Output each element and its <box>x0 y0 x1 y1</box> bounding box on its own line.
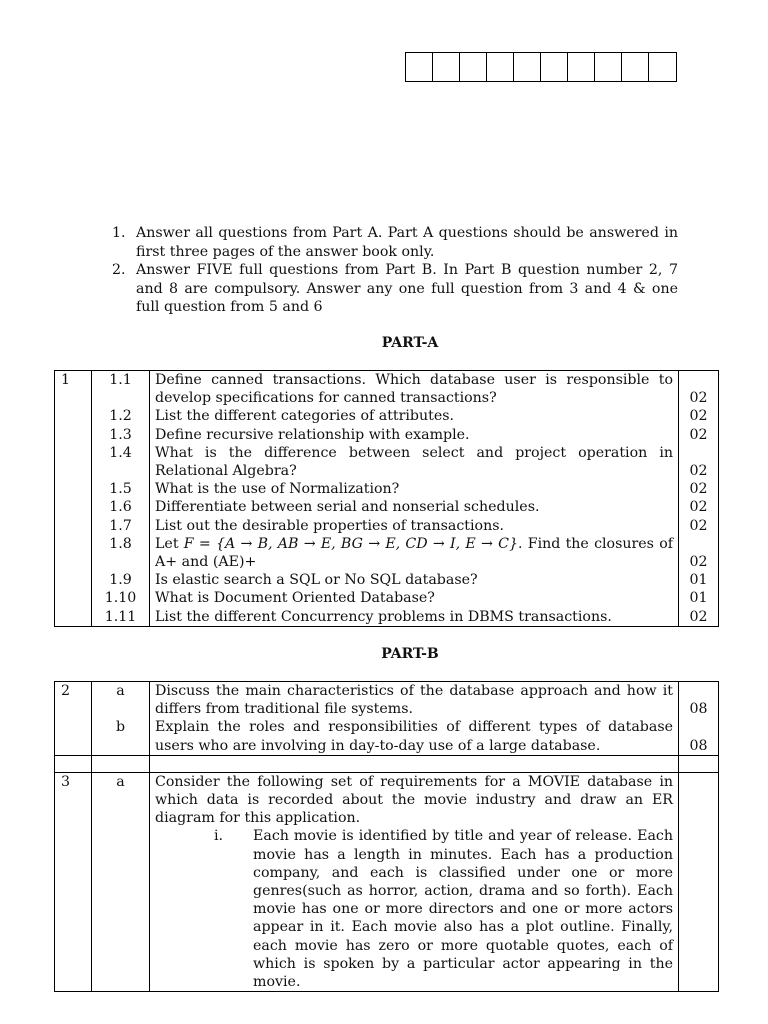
table-row-spacer <box>55 755 719 772</box>
closure-formula: F = {A → B, AB → E, BG → E, CD → I, E → C} <box>183 535 518 552</box>
table-row: 1.4 What is the difference between select and project operation in Relational Algebra? 02 <box>55 444 719 480</box>
table-row: 1.10 What is Document Oriented Database? 01 <box>55 589 719 607</box>
table-row: b Explain the roles and responsibilities of different types of database users who are involving in day-to-day use of a large database. 08 <box>55 718 719 755</box>
table-row: 1.11 List the different Concurrency problems in DBMS transactions. 02 <box>55 608 719 627</box>
table-row: 1.9 Is elastic search a SQL or No SQL database? 01 <box>55 571 719 589</box>
instructions-list <box>112 224 678 317</box>
part-a-table <box>54 370 719 627</box>
table-row: 1.8 Let F = {A → B, AB → E, BG → E, CD → I, E → C}. Find the closures of A+ and (AE)+ 02 <box>55 535 719 571</box>
question-number: 1 <box>55 371 92 408</box>
table-row: 3 a Consider the following set of requirements for a MOVIE database in which data is recorded about the movie industry and draw an ER diagram for this application. i. Each movie is identified by title and year of release. Each movie has a length in minutes. Each has a production company, and each is classified under one or more genres(such as horror, action, drama and so forth). Each movie has one or more directors and one or more actors appear in it. Each movie also has a plot outline. Finally, each movie has zero or more quotable quotes, each of which is spoken by a particular actor appearing in the movie. <box>55 772 719 991</box>
instruction-item: 1. Answer all questions from Part A. Part A questions should be answered in first three pages of the answer book only. <box>112 225 678 260</box>
question-number: 2 <box>55 682 92 719</box>
table-row: 1 1.1 Define canned transactions. Which database user is responsible to develop specifications for canned transactions? 02 <box>55 371 719 408</box>
table-row: 1.3 Define recursive relationship with example. 02 <box>55 426 719 444</box>
part-a-heading: PART-A <box>381 335 439 351</box>
question-number: 3 <box>55 772 92 991</box>
table-row: 2 a Discuss the main characteristics of the database approach and how it differs from traditional file systems. 08 <box>55 682 719 719</box>
part-b-table <box>54 681 719 992</box>
usn-boxes <box>405 52 677 82</box>
table-row: 1.5 What is the use of Normalization? 02 <box>55 480 719 498</box>
table-row: 1.6 Differentiate between serial and nonserial schedules. 02 <box>55 498 719 516</box>
part-b-heading: PART-B <box>381 646 439 662</box>
instruction-item: 2. Answer FIVE full questions from Part B. In Part B question number 2, 7 and 8 are compulsory. Answer any one full question from 3 and 4 & one full question from 5 and 6 <box>112 262 678 315</box>
table-row: 1.2 List the different categories of attributes. 02 <box>55 407 719 425</box>
requirement-item: i. Each movie is identified by title and year of release. Each movie has a length in minutes. Each has a production company, and each is classified under one or more genres(such as horror, action, drama and so forth). Each movie has one or more directors and one or more actors appear in it. Each movie also has a plot outline. Finally, each movie has zero or more quotable quotes, each of which is spoken by a particular actor appearing in the movie. <box>213 828 673 991</box>
table-row: 1.7 List out the desirable properties of transactions. 02 <box>55 517 719 535</box>
